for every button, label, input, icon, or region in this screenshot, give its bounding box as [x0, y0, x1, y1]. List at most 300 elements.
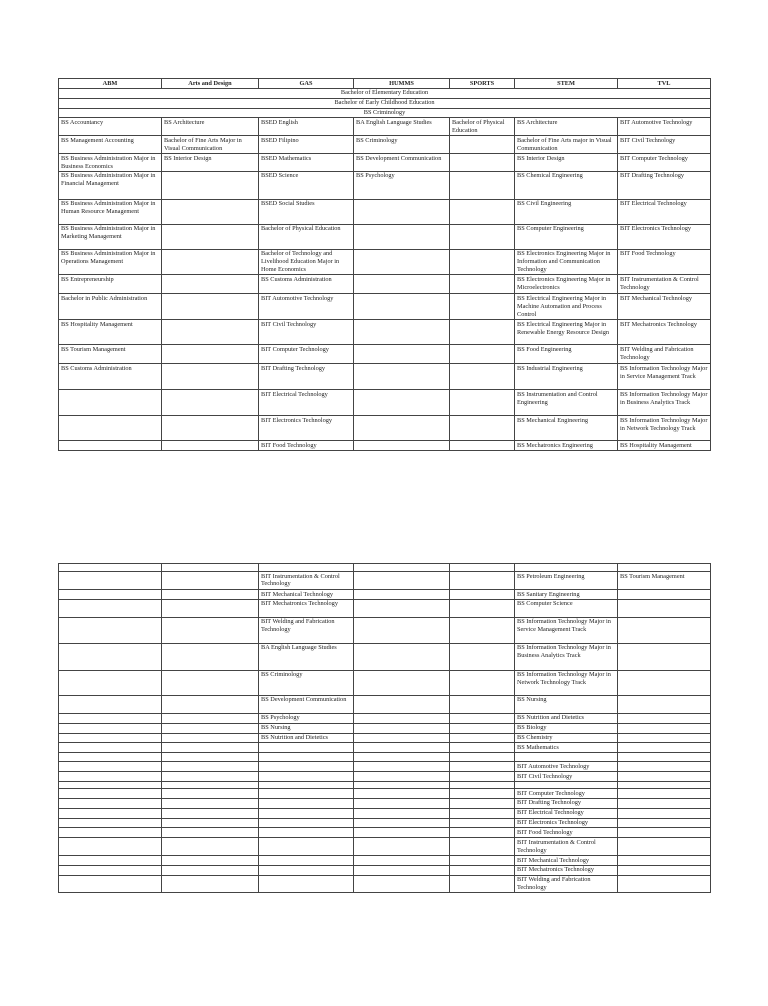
table-row: [59, 798, 711, 808]
table-cell: [162, 617, 259, 643]
table-cell: BIT Automotive Technology: [618, 118, 711, 136]
table-cell: [59, 599, 162, 617]
table-cell: [354, 875, 450, 893]
table-cell: [162, 364, 259, 390]
table-cell: [450, 345, 515, 364]
table-cell: BIT Automotive Technology: [259, 294, 354, 320]
table-cell: [450, 171, 515, 199]
table-cell: BIT Drafting Technology: [515, 798, 618, 808]
table-cell: [450, 249, 515, 275]
table-cell: BS Industrial Engineering: [515, 364, 618, 390]
table-cell: [354, 275, 450, 294]
table-row: [59, 118, 711, 136]
table-cell: [618, 772, 711, 782]
table-row: [59, 670, 711, 695]
table-cell: [354, 723, 450, 733]
table-cell: Bachelor of Technology and Livelihood Education Major in Home Economics: [259, 249, 354, 275]
table-cell: [162, 733, 259, 743]
table-cell: [354, 294, 450, 320]
span-row: [59, 88, 711, 98]
table-cell: BIT Mechanical Technology: [259, 590, 354, 600]
table-cell: [450, 617, 515, 643]
table-cell: [450, 572, 515, 590]
table-cell: [259, 798, 354, 808]
table-cell: [162, 838, 259, 856]
table-cell: BS Psychology: [259, 713, 354, 723]
table-cell: [162, 762, 259, 772]
table-cell: BIT Electronics Technology: [618, 224, 711, 249]
table-cell: BS Nursing: [515, 695, 618, 713]
table-cell: [354, 590, 450, 600]
table-row: [59, 249, 711, 275]
table-cell: Bachelor of Fine Arts Major in Visual Communication: [162, 136, 259, 154]
table-cell: [450, 818, 515, 828]
table-cell: BS Tourism Management: [59, 345, 162, 364]
span-cell: Bachelor of Early Childhood Education: [59, 98, 711, 108]
table-cell: [450, 564, 515, 572]
table-cell: [259, 772, 354, 782]
table-cell: [59, 798, 162, 808]
table-cell: [450, 723, 515, 733]
table-cell: [515, 753, 618, 762]
table-cell: [59, 733, 162, 743]
table-row: [59, 782, 711, 789]
table-cell: BS Information Technology Major in Service Management Track: [618, 364, 711, 390]
table-row: [59, 733, 711, 743]
table-cell: BSED Social Studies: [259, 199, 354, 224]
table-cell: BIT Civil Technology: [515, 772, 618, 782]
table-cell: [354, 838, 450, 856]
table-row: [59, 572, 711, 590]
table-cell: [354, 441, 450, 451]
table-cell: [59, 828, 162, 838]
table-cell: [618, 713, 711, 723]
table-cell: [259, 762, 354, 772]
table-cell: [618, 599, 711, 617]
table-cell: BS Electrical Engineering Major in Renewable Energy Resource Design: [515, 320, 618, 345]
table-cell: [162, 590, 259, 600]
table-cell: [618, 762, 711, 772]
table-cell: [59, 723, 162, 733]
strand-course-table-continued: [58, 563, 711, 893]
table-cell: BS Chemical Engineering: [515, 171, 618, 199]
table-cell: BS Information Technology Major in Business Analytics Track: [515, 643, 618, 670]
table-cell: [450, 320, 515, 345]
table-cell: [450, 275, 515, 294]
table-cell: BS Petroleum Engineering: [515, 572, 618, 590]
table-cell: [162, 643, 259, 670]
table-cell: [450, 828, 515, 838]
table-cell: [162, 772, 259, 782]
table-cell: [162, 275, 259, 294]
table-cell: [354, 713, 450, 723]
table-cell: [618, 670, 711, 695]
table-cell: [354, 199, 450, 224]
table-cell: BS Criminology: [354, 136, 450, 154]
table-cell: BS Computer Engineering: [515, 224, 618, 249]
table-cell: [59, 762, 162, 772]
table-cell: [59, 782, 162, 789]
table-cell: [450, 713, 515, 723]
table-cell: BA English Language Studies: [354, 118, 450, 136]
table-cell: [59, 789, 162, 799]
table-cell: [450, 789, 515, 799]
table-cell: [162, 294, 259, 320]
table-cell: [618, 564, 711, 572]
table-cell: BS Management Accounting: [59, 136, 162, 154]
table-row: [59, 171, 711, 199]
table-cell: BIT Instrumentation & Control Technology: [515, 838, 618, 856]
table-row: [59, 390, 711, 416]
table-row: [59, 275, 711, 294]
table-row: [59, 599, 711, 617]
table-cell: BS Information Technology Major in Network Technology Track: [618, 416, 711, 441]
table-cell: BIT Welding and Fabrication Technology: [618, 345, 711, 364]
table-cell: BS Psychology: [354, 171, 450, 199]
table-cell: [259, 564, 354, 572]
table-cell: [259, 865, 354, 875]
table-row: [59, 416, 711, 441]
table-cell: BS Information Technology Major in Service Management Track: [515, 617, 618, 643]
table-cell: BS Business Administration Major in Marketing Management: [59, 224, 162, 249]
table-cell: BS Development Communication: [259, 695, 354, 713]
table-cell: BS Chemistry: [515, 733, 618, 743]
table-cell: [354, 828, 450, 838]
table-cell: BS Interior Design: [515, 154, 618, 172]
table-row: [59, 723, 711, 733]
table-cell: BS Food Engineering: [515, 345, 618, 364]
table-cell: [162, 808, 259, 818]
table-cell: [450, 772, 515, 782]
table-cell: BSED Mathematics: [259, 154, 354, 172]
table-cell: [618, 643, 711, 670]
table-cell: [450, 643, 515, 670]
table-cell: BIT Mechanical Technology: [618, 294, 711, 320]
col-header-arts-and-design: Arts and Design: [162, 79, 259, 89]
table-cell: BS Interior Design: [162, 154, 259, 172]
table-cell: BIT Welding and Fabrication Technology: [259, 617, 354, 643]
table-cell: [354, 733, 450, 743]
table-cell: [59, 617, 162, 643]
table-cell: [354, 798, 450, 808]
col-header-abm: ABM: [59, 79, 162, 89]
table-cell: [59, 643, 162, 670]
table-cell: [162, 713, 259, 723]
strand-course-table: [58, 78, 711, 451]
table-cell: [259, 782, 354, 789]
span-cell: BS Criminology: [59, 108, 711, 118]
table-cell: BIT Instrumentation & Control Technology: [259, 572, 354, 590]
table-cell: [450, 865, 515, 875]
table-row: [59, 818, 711, 828]
table-cell: [450, 364, 515, 390]
table-cell: BA English Language Studies: [259, 643, 354, 670]
table-cell: BS Entrepreneurship: [59, 275, 162, 294]
table-row: [59, 154, 711, 172]
table-cell: [450, 875, 515, 893]
table-cell: [162, 798, 259, 808]
table-cell: [59, 572, 162, 590]
table-row: [59, 294, 711, 320]
table-cell: BS Nursing: [259, 723, 354, 733]
table-cell: [354, 818, 450, 828]
table-cell: [450, 599, 515, 617]
table-cell: [162, 390, 259, 416]
table-cell: [618, 865, 711, 875]
table-cell: BIT Computer Technology: [515, 789, 618, 799]
table-cell: BIT Electrical Technology: [618, 199, 711, 224]
table-cell: [450, 838, 515, 856]
table-row: [59, 875, 711, 893]
table-cell: [354, 856, 450, 866]
table-row: [59, 808, 711, 818]
table-cell: [59, 564, 162, 572]
table-cell: BSED English: [259, 118, 354, 136]
table-cell: [618, 782, 711, 789]
table-row: [59, 136, 711, 154]
table-cell: BS Sanitary Engineering: [515, 590, 618, 600]
table-cell: [162, 782, 259, 789]
table-cell: [450, 416, 515, 441]
table-cell: [162, 320, 259, 345]
table-row: [59, 695, 711, 713]
table-cell: [515, 564, 618, 572]
table-cell: Bachelor of Physical Education: [259, 224, 354, 249]
table-cell: [354, 345, 450, 364]
table-cell: [59, 743, 162, 753]
table-cell: BS Business Administration Major in Financial Management: [59, 171, 162, 199]
table-cell: BS Customs Administration: [59, 364, 162, 390]
table-cell: BS Hospitality Management: [618, 441, 711, 451]
table-cell: [450, 856, 515, 866]
table-cell: [354, 753, 450, 762]
table-cell: BSED Science: [259, 171, 354, 199]
table-cell: [162, 695, 259, 713]
table-cell: [450, 441, 515, 451]
table-cell: BS Mathematics: [515, 743, 618, 753]
table-cell: BS Instrumentation and Control Engineering: [515, 390, 618, 416]
table-cell: BS Architecture: [162, 118, 259, 136]
table-cell: [618, 818, 711, 828]
table-cell: [59, 590, 162, 600]
table-cell: [162, 875, 259, 893]
table-row: [59, 617, 711, 643]
table-cell: [259, 743, 354, 753]
table-cell: [162, 723, 259, 733]
table-row: [59, 743, 711, 753]
table-cell: [259, 818, 354, 828]
table-cell: BS Business Administration Major in Operations Management: [59, 249, 162, 275]
table-cell: [354, 670, 450, 695]
table-cell: [450, 670, 515, 695]
table-cell: BS Biology: [515, 723, 618, 733]
table-cell: [618, 590, 711, 600]
table-cell: BS Tourism Management: [618, 572, 711, 590]
table-cell: [354, 390, 450, 416]
table-cell: [618, 875, 711, 893]
table-cell: [354, 249, 450, 275]
col-header-humms: HUMMS: [354, 79, 450, 89]
table-cell: [162, 818, 259, 828]
table-row: [59, 762, 711, 772]
table-cell: [59, 753, 162, 762]
table-cell: [59, 856, 162, 866]
table-cell: [59, 390, 162, 416]
table-row: [59, 441, 711, 451]
table-cell: [259, 753, 354, 762]
table-cell: [162, 789, 259, 799]
table-cell: [59, 875, 162, 893]
table-cell: [354, 789, 450, 799]
table-cell: [354, 564, 450, 572]
table-cell: BIT Food Technology: [618, 249, 711, 275]
table-cell: [162, 753, 259, 762]
table-cell: BIT Computer Technology: [259, 345, 354, 364]
table-cell: BIT Civil Technology: [259, 320, 354, 345]
table-cell: Bachelor in Public Administration: [59, 294, 162, 320]
table-cell: BS Customs Administration: [259, 275, 354, 294]
table-cell: BS Business Administration Major in Human Resource Management: [59, 199, 162, 224]
table-cell: [59, 441, 162, 451]
table-cell: Bachelor of Fine Arts major in Visual Communication: [515, 136, 618, 154]
table-cell: [59, 772, 162, 782]
table-cell: BIT Food Technology: [515, 828, 618, 838]
table-cell: [450, 762, 515, 772]
table-cell: [59, 713, 162, 723]
table-cell: BS Development Communication: [354, 154, 450, 172]
table-cell: [354, 772, 450, 782]
table-cell: BS Architecture: [515, 118, 618, 136]
table-cell: BS Nutrition and Dietetics: [259, 733, 354, 743]
table-cell: [162, 599, 259, 617]
table-cell: [450, 390, 515, 416]
table-cell: [354, 695, 450, 713]
table-cell: BIT Electrical Technology: [515, 808, 618, 818]
table-cell: [450, 136, 515, 154]
table-cell: BIT Drafting Technology: [259, 364, 354, 390]
table-cell: [259, 856, 354, 866]
table-cell: [59, 670, 162, 695]
table-cell: [354, 416, 450, 441]
table-cell: [618, 798, 711, 808]
table-cell: [450, 224, 515, 249]
table-cell: BS Business Administration Major in Business Economics: [59, 154, 162, 172]
table-cell: BIT Drafting Technology: [618, 171, 711, 199]
table-row: [59, 643, 711, 670]
table-cell: BIT Electronics Technology: [259, 416, 354, 441]
span-cell: Bachelor of Elementary Education: [59, 88, 711, 98]
table-cell: BIT Food Technology: [259, 441, 354, 451]
table-cell: BS Electronics Engineering Major in Information and Communication Technology: [515, 249, 618, 275]
table-row: [59, 753, 711, 762]
table-cell: [162, 171, 259, 199]
table-cell: BIT Instrumentation & Control Technology: [618, 275, 711, 294]
table-row: [59, 789, 711, 799]
table-row: [59, 564, 711, 572]
table-cell: [450, 154, 515, 172]
table-row: [59, 199, 711, 224]
table-cell: BIT Electronics Technology: [515, 818, 618, 828]
header-row: [59, 79, 711, 89]
table-cell: [354, 865, 450, 875]
table-cell: [354, 762, 450, 772]
table-cell: [450, 753, 515, 762]
table-cell: [354, 643, 450, 670]
table-cell: [162, 865, 259, 875]
table-cell: BS Information Technology Major in Network Technology Track: [515, 670, 618, 695]
table-cell: [259, 828, 354, 838]
table-cell: BS Electrical Engineering Major in Machine Automation and Process Control: [515, 294, 618, 320]
table-cell: [162, 670, 259, 695]
table-cell: [59, 818, 162, 828]
table-cell: [259, 875, 354, 893]
table-cell: [354, 224, 450, 249]
table-row: [59, 865, 711, 875]
table-cell: [450, 798, 515, 808]
table-cell: [162, 249, 259, 275]
table-cell: BIT Computer Technology: [618, 154, 711, 172]
table-cell: BIT Mechatronics Technology: [618, 320, 711, 345]
table-cell: BS Nutrition and Dietetics: [515, 713, 618, 723]
table-cell: [618, 789, 711, 799]
col-header-tvl: TVL: [618, 79, 711, 89]
table-cell: [162, 828, 259, 838]
table-cell: BS Criminology: [259, 670, 354, 695]
table-cell: [354, 320, 450, 345]
table-cell: [162, 224, 259, 249]
table-cell: [162, 572, 259, 590]
table-row: [59, 590, 711, 600]
table-cell: [354, 364, 450, 390]
table-cell: BS Civil Engineering: [515, 199, 618, 224]
table-cell: [59, 838, 162, 856]
table-cell: [450, 199, 515, 224]
table-cell: [450, 695, 515, 713]
table-cell: [162, 345, 259, 364]
table-cell: BS Accountancy: [59, 118, 162, 136]
table-cell: [59, 865, 162, 875]
table-cell: [259, 838, 354, 856]
table-cell: BS Mechanical Engineering: [515, 416, 618, 441]
table-cell: [59, 695, 162, 713]
table-cell: BIT Civil Technology: [618, 136, 711, 154]
table-cell: [162, 441, 259, 451]
table-cell: BS Electronics Engineering Major in Microelectronics: [515, 275, 618, 294]
table-row: [59, 320, 711, 345]
table-row: [59, 772, 711, 782]
table-cell: BIT Mechatronics Technology: [259, 599, 354, 617]
table-cell: BS Hospitality Management: [59, 320, 162, 345]
span-row: [59, 98, 711, 108]
table-cell: [618, 828, 711, 838]
table-cell: [618, 617, 711, 643]
table-row: [59, 838, 711, 856]
table-cell: [354, 808, 450, 818]
table-cell: [162, 416, 259, 441]
table-cell: [618, 723, 711, 733]
table-cell: [162, 856, 259, 866]
table-cell: BIT Mechatronics Technology: [515, 865, 618, 875]
table-cell: [259, 808, 354, 818]
table-cell: [450, 782, 515, 789]
table-cell: [450, 808, 515, 818]
table-row: [59, 856, 711, 866]
table-cell: [450, 733, 515, 743]
table-cell: [354, 599, 450, 617]
table-cell: BSED Filipino: [259, 136, 354, 154]
col-header-sports: SPORTS: [450, 79, 515, 89]
col-header-stem: STEM: [515, 79, 618, 89]
